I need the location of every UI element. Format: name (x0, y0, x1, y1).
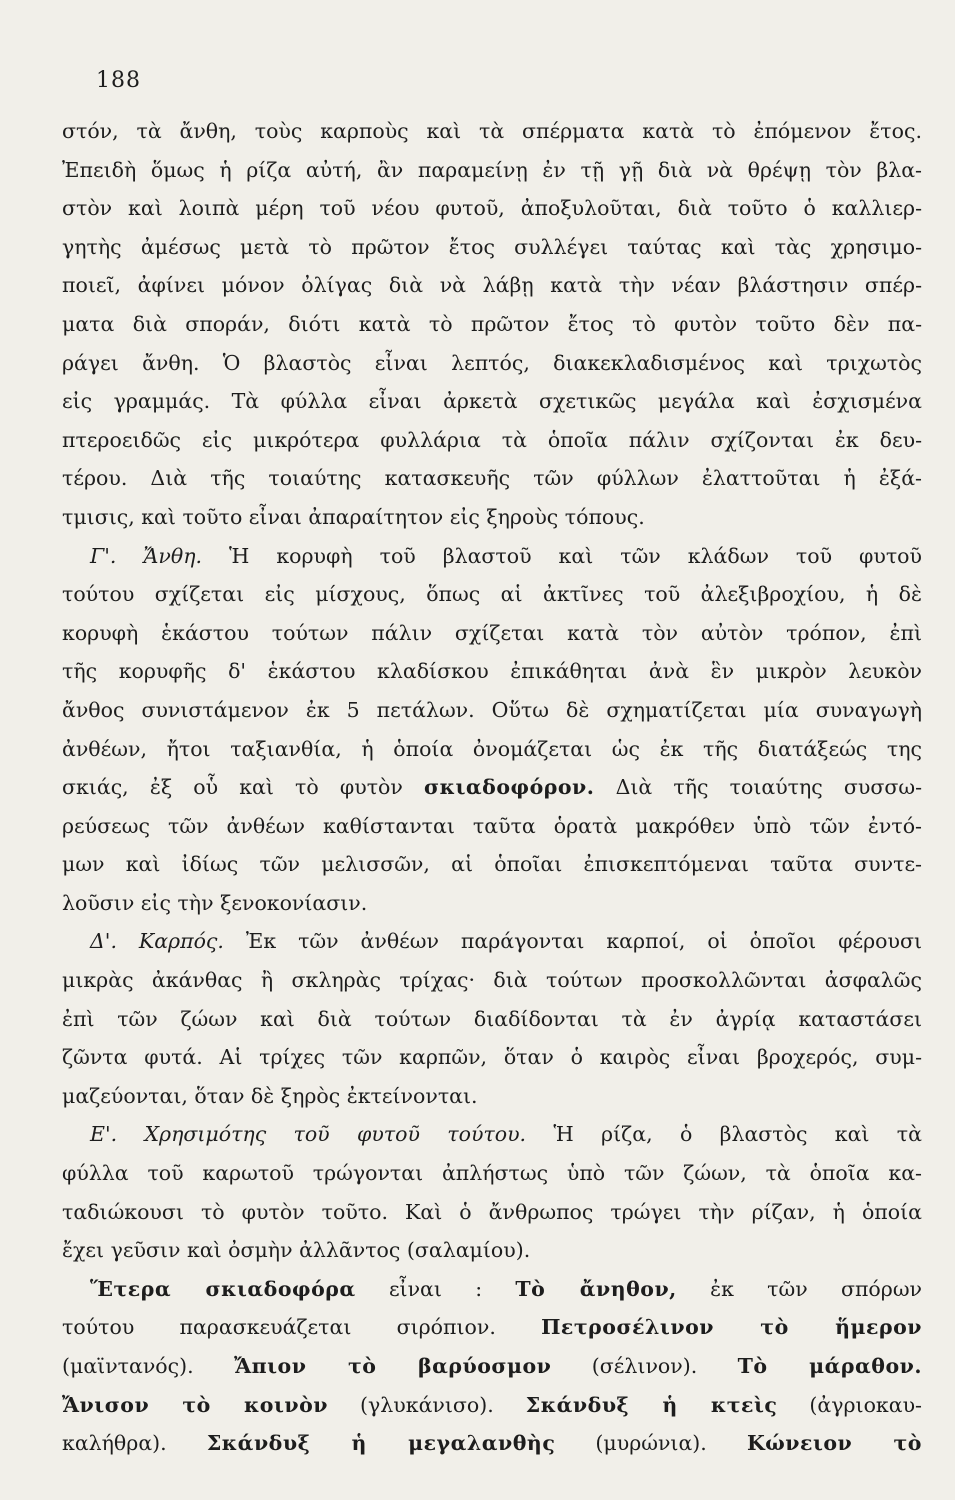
bold-term: Τὸ ἄνηθον, (515, 1276, 677, 1301)
bold-term: Πετροσέλινον τὸ ἥμερον (541, 1315, 922, 1340)
section-line-fruit: Δ'. Καρπός. Ἐκ τῶν ἀνθέων παράγονται καρποί, οἱ ὁποῖοι φέρουσι (90, 929, 923, 954)
text-line: πτεροειδῶς εἰς μικρότερα φυλλάρια τὰ ὁποῖα πάλιν σχίζονται ἐκ δευ- (62, 427, 922, 452)
text-line: ματα διὰ σποράν, διότι κατὰ τὸ πρῶτον ἔτος τὸ φυτὸν τοῦτο δὲν πα- (62, 311, 922, 336)
text-line: τῆς κορυφῆς δ' ἑκάστου κλαδίσκου ἐπικάθηται ἀνὰ ἓν μικρὸν λευκὸν (62, 659, 922, 684)
text-line: σκιάς, ἐξ οὗ καὶ τὸ φυτὸν σκιαδοφόρον. Διὰ τῆς τοιαύτης συσσω- (62, 775, 923, 800)
section-heading-usefulness: Ε'. Χρησιμότης τοῦ φυτοῦ τούτου. (90, 1122, 527, 1147)
section-line-usefulness: Ε'. Χρησιμότης τοῦ φυτοῦ τούτου. Ἡ ρίζα, ὁ βλαστὸς καὶ τὰ (90, 1122, 922, 1147)
text-line: τούτου σχίζεται εἰς μίσχους, ὅπως αἱ ἀκτῖνες τοῦ ἀλεξιβροχίου, ἡ δὲ (62, 582, 922, 607)
bold-term: Τὸ μάραθον. (737, 1354, 922, 1378)
text-line: τμισις, καὶ τοῦτο εἶναι ἀπαραίτητον εἰς ξηροὺς τόπους. (62, 504, 645, 529)
text-line: ταδιώκουσι τὸ φυτὸν τοῦτο. Καὶ ὁ ἄνθρωπος τρώγει τὴν ρίζαν, ἡ ὁποία (62, 1199, 922, 1224)
text-line: ἄνθος συνιστάμενον ἐκ 5 πετάλων. Οὕτω δὲ σχηματίζεται μία συναγωγὴ (62, 697, 922, 722)
section-heading-flowers: Γ'. Ἄνθη. (90, 543, 203, 568)
text-line: στόν, τὰ ἄνθη, τοὺς καρποὺς καὶ τὰ σπέρματα κατὰ τὸ ἐπόμενον ἔτος. (62, 119, 922, 143)
text-line: ποιεῖ, ἀφίνει μόνον ὀλίγας διὰ νὰ λάβῃ κατὰ τὴν νέαν βλάστησιν σπέρ- (62, 273, 922, 298)
bold-term: Σκάνδυξ ἡ κτεὶς (525, 1392, 778, 1417)
text-line: τέρου. Διὰ τῆς τοιαύτης κατασκευῆς τῶν φύλλων ἐλαττοῦται ἡ ἐξά- (62, 466, 922, 491)
bold-term: Ἄπιον τὸ βαρύοσμον (234, 1354, 552, 1378)
bold-term: σκιαδοφόρον. (424, 775, 595, 800)
text-line: φύλλα τοῦ καρωτοῦ τρώγονται ἀπλήστως ὑπὸ τῶν ζώων, τὰ ὁποῖα κα- (62, 1161, 922, 1186)
text-line: μαζεύονται, ὅταν δὲ ξηρὸς ἐκτείνονται. (62, 1083, 478, 1108)
page-number: 188 (96, 68, 141, 93)
text-line: ρεύσεως τῶν ἀνθέων καθίστανται ταῦτα ὁρατὰ μακρόθεν ὑπὸ τῶν ἐντό- (62, 813, 922, 838)
text-line: τούτου παρασκευάζεται σιρόπιον. Πετροσέλινον τὸ ἥμερον (62, 1315, 922, 1340)
bold-term: Κώνειον τὸ (746, 1431, 922, 1456)
bold-term: Ἄνισον τὸ κοινὸν (62, 1392, 329, 1417)
text-line: λοῦσιν εἰς τὴν ξενοκονίασιν. (62, 890, 368, 915)
text-line: ζῶντα φυτά. Αἱ τρίχες τῶν καρπῶν, ὅταν ὁ καιρὸς εἶναι βροχερός, συμ- (62, 1045, 922, 1070)
bold-term: Ἕτερα σκιαδοφόρα (90, 1276, 356, 1301)
text-line: Ἕτερα σκιαδοφόρα εἶναι : Τὸ ἄνηθον, ἐκ τῶν σπόρων (90, 1276, 923, 1301)
text-line: (μαϊντανός). Ἄπιον τὸ βαρύοσμον (σέλινον). Τὸ μάραθον. (62, 1354, 922, 1378)
section-line-flowers: Γ'. Ἄνθη. Ἡ κορυφὴ τοῦ βλαστοῦ καὶ τῶν κλάδων τοῦ φυτοῦ (90, 543, 922, 568)
text-line: κορυφὴ ἑκάστου τούτων πάλιν σχίζεται κατὰ τὸν αὐτὸν τρόπον, ἐπὶ (62, 620, 922, 645)
text-line: ἔχει γεῦσιν καὶ ὀσμὴν ἀλλᾶντος (σαλαμίου). (62, 1238, 531, 1263)
text-line: εἰς γραμμάς. Τὰ φύλλα εἶναι ἀρκετὰ σχετικῶς μεγάλα καὶ ἐσχισμένα (62, 389, 922, 414)
text-line: ράγει ἄνθη. Ὁ βλαστὸς εἶναι λεπτός, διακεκλαδισμένος καὶ τριχωτὸς (62, 350, 922, 375)
text-line: ἀνθέων, ἤτοι ταξιανθία, ἡ ὁποία ὀνομάζεται ὡς ἐκ τῆς διατάξεώς της (62, 736, 922, 761)
text-line: Ἄνισον τὸ κοινὸν (γλυκάνισο). Σκάνδυξ ἡ κτεὶς (ἀγριοκαυ- (62, 1392, 922, 1417)
text-line: στὸν καὶ λοιπὰ μέρη τοῦ νέου φυτοῦ, ἀποξυλοῦται, διὰ τοῦτο ὁ καλλιερ- (62, 196, 922, 221)
text-line: ἐπὶ τῶν ζώων καὶ διὰ τούτων διαδίδονται τὰ ἐν ἀγρίᾳ καταστάσει (62, 1006, 922, 1031)
text-line: μικρὰς ἀκάνθας ἢ σκληρὰς τρίχας· διὰ τούτων προσκολλῶνται ἀσφαλῶς (62, 968, 922, 993)
text-line: μων καὶ ἰδίως τῶν μελισσῶν, αἱ ὁποῖαι ἐπισκεπτόμεναι ταῦτα συντε- (62, 852, 922, 877)
text-line: καλήθρα). Σκάνδυξ ἡ μεγαλανθὴς (μυρώνια). Κώνειον τὸ (62, 1431, 922, 1456)
section-heading-fruit: Δ'. Καρπός. (90, 929, 224, 954)
bold-term: Σκάνδυξ ἡ μεγαλανθὴς (206, 1431, 556, 1456)
text-line: γητὴς ἀμέσως μετὰ τὸ πρῶτον ἔτος συλλέγει ταύτας καὶ τὰς χρησιμο- (62, 234, 922, 259)
text-line: Ἐπειδὴ ὅμως ἡ ρίζα αὐτή, ἂν παραμείνῃ ἐν τῇ γῇ διὰ νὰ θρέψῃ τὸν βλα- (62, 157, 922, 182)
body-text (62, 112, 922, 1463)
